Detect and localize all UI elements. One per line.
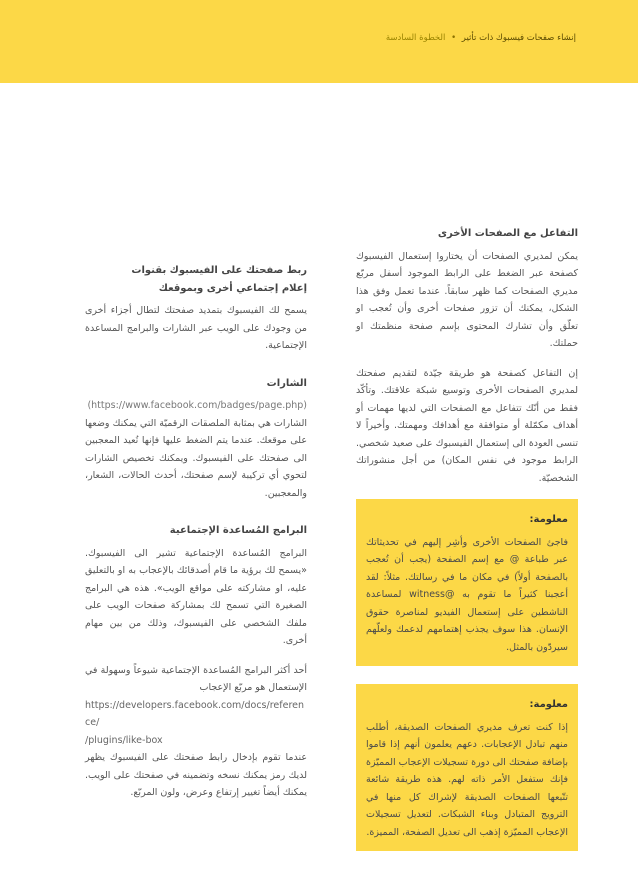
- breadcrumb: [386, 33, 576, 43]
- breadcrumb-separator: •: [451, 33, 457, 43]
- badges-text: الشارات هي بمثابة الملصقات الرقميّة التي يمكنك وضعها على موقعك. عندما يتم الضغط عليها فإنها تُعيد المعجبين الى صفحتك على الفيسبوك. ويمكنك تخصيص الشارات لتحوي أي تركيبة لإسم صفحتك، أحدث الحالات، الشعار، والمعجبين.: [85, 417, 307, 499]
- section-title-interaction: التفاعل مع الصفحات الأخرى: [437, 228, 578, 239]
- info-box-mention: [356, 499, 578, 666]
- breadcrumb-step: الخطوة السادسة: [385, 33, 446, 43]
- right-column: [356, 225, 578, 869]
- section-title-badges: الشارات: [266, 377, 307, 389]
- interaction-paragraph-2: إن التفاعل كصفحة هو طريقة جيّدة لتقديم صفحتك لمديري الصفحات الأخرى وتوسيع شبكة علاقتك. وتأكّد فقط من أنّك تتفاعل مع الصفحات التي لديها مهمات أو أهداف مكمّلة أو متوافقة مع أهدافك ومهمتك. وأخيراً لا تنسى العودة الى إستعمال الفيسبوك على صعيد شخصي. الرابط موجود في نفس المكان) من أجل منشوراتك الشخصيّة.: [356, 367, 578, 484]
- info-box-text: إذا كنت تعرف مديري الصفحات الصديقة، أطلب منهم تبادل الإعجابات. دعهم يعلمون أنهم إذا قاموا بإضافة صفحتك الى دورة تسجيلات الإعجاب المميّزة فإنك ستفعل الأمر ذاته لهم. هذه طريقة شائعة تتّبعها الصفحات الصديقة لإشراك كل منها في الترويج المتبادل وبناء الشبكات. لتعديل تسجيلات الإعجاب المميّزة إذهب الى تعديل الصفحة، المميزة.: [366, 721, 568, 838]
- interaction-paragraph-1: يمكن لمديري الصفحات أن يختاروا إستعمال الفيسبوك كصفحة عبر الضغط على الرابط الموجود أسفل مربّع مديري الصفحات كما ظهر سابقاً. عندما تعمل وفق هذا الشكل، يمكنك أن تزور صفحات أخرى وأن تُعجب او تعلّق وأن تشارك المحتوى بإسم صفحة منظمتك او حملتك.: [356, 250, 578, 349]
- info-box-title: معلومة:: [529, 699, 568, 710]
- section-title-linking-line2: إعلام إجتماعي أخرى وبموقعك: [158, 282, 307, 294]
- info-box-exchange: [356, 684, 578, 851]
- plugins-paragraph-1: البرامج المُساعدة الإجتماعية تشير الى الفيسبوك. «يسمح لك برؤية ما قام أصدقائك بالإعجاب به او بالتعليق عليه، او مشاركته على مواقع الويب». هذه هي البرامج الصغيرة التي تسمح لك بمشاركة صفحات الويب على ملفك الشخصي على الفيسبوك، وذلك من بين مهام أخرى.: [85, 547, 307, 646]
- breadcrumb-title: إنشاء صفحات فيسبوك ذات تأثير: [461, 33, 576, 43]
- plugins-paragraph-3: عندما تقوم بإدخال رابط صفحتك على الفيسبوك يظهر لديك رمز يمكنك نسخه وتضمينه في صفحتك على الويب. يمكنك أيضاً تغيير إرتفاع وعرض، ولون المربّع.: [85, 752, 307, 798]
- like-box-link-line1[interactable]: https://developers.facebook.com/docs/reference/: [85, 699, 305, 728]
- info-box-title: معلومة:: [529, 514, 568, 525]
- section-title-plugins: البرامج المُساعدة الإجتماعية: [169, 525, 307, 536]
- plugins-paragraph-2: أحد أكثر البرامج المُساعدة الإجتماعية شيوعاً وسهولة في الإستعمال هو مربّع الإعجاب: [85, 664, 307, 693]
- linking-intro: يسمح لك الفيسبوك بتمديد صفحتك لتطال أجزاء أخرى من وجودك على الويب عبر الشارات والبرامج المساعدة الإجتماعية.: [85, 305, 307, 351]
- left-column: [85, 262, 307, 822]
- badges-link[interactable]: (https://www.facebook.com/badges/page.php): [87, 400, 307, 411]
- like-box-link-line2[interactable]: /plugins/like-box: [85, 734, 163, 746]
- top-banner: [0, 0, 638, 83]
- badges-paragraph: [85, 397, 307, 502]
- section-title-linking-line1: ربط صفحتك على الفيسبوك بقنوات: [131, 265, 307, 276]
- info-box-text: فاجئ الصفحات الأخرى وأشِر إليهم في تحديثاتك عبر طباعة @ مع إسم الصفحة (يجب أن تُعجب بالصفحة أولاً) في مكان ما في رسالتك. مثلاً: لقد أعجبنا كثيراً ما تقوم به @witness لمساعدة الناشطين على إستعمال الفيديو لمناصرة حقوق الإنسان. هذا سوف يجذب إهتمامهم لدعمك ولعلّهم سيردّون بالمثل.: [366, 536, 568, 653]
